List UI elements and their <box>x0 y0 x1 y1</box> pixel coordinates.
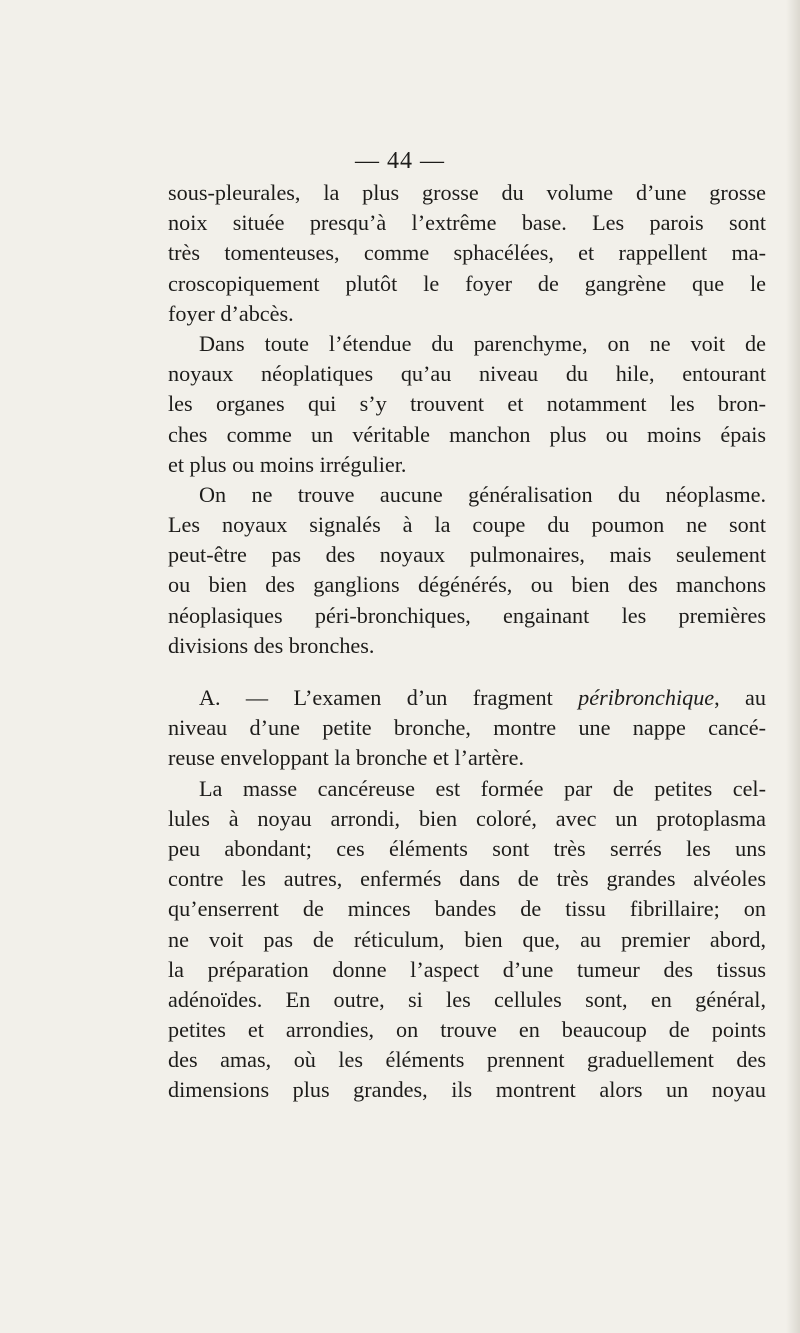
text-line: noyaux néoplatiques qu’au niveau du hile, entourant <box>168 361 766 387</box>
text-line: contre les autres, enfermés dans de très grandes alvéoles <box>168 866 766 892</box>
text-line: lules à noyau arrondi, bien coloré, avec un protoplasma <box>168 805 766 831</box>
text-line: et plus ou moins irrégulier. <box>168 451 407 477</box>
text-line: les organes qui s’y trouvent et notamment les bron- <box>168 391 766 417</box>
text-line: sous-pleurales, la plus grosse du volume d’une grosse <box>168 180 766 205</box>
text-line: foyer d’abcès. <box>168 300 294 326</box>
text-line: très tomenteuses, comme sphacélées, et rappellent ma- <box>168 240 766 266</box>
text-line: ne voit pas de réticulum, bien que, au premier abord, <box>168 926 766 952</box>
text-line: la préparation donne l’aspect d’une tumeur des tissus <box>168 956 766 982</box>
text-line: néoplasiques péri-bronchiques, engainant les premières <box>168 602 766 628</box>
page-edge-shadow <box>786 0 800 1333</box>
text-line: peut-être pas des noyaux pulmonaires, mais seulement <box>168 542 766 568</box>
italic-term: péribronchique <box>578 685 715 710</box>
text-line: peu abondant; ces éléments sont très serrés les uns <box>168 835 766 861</box>
text-line <box>168 683 766 713</box>
text-line: petites et arrondies, on trouve en beaucoup de points <box>168 1017 766 1043</box>
text-line: ou bien des ganglions dégénérés, ou bien des manchons <box>168 572 766 598</box>
text-segment: A. — L’examen d’un fragment <box>199 685 579 710</box>
text-line: La masse cancéreuse est formée par de petites cel- <box>199 775 766 801</box>
text-line: reuse enveloppant la bronche et l’artère. <box>168 745 525 771</box>
text-line: qu’enserrent de minces bandes de tissu fibrillaire; on <box>168 896 766 922</box>
text-line: ches comme un véritable manchon plus ou moins épais <box>168 421 766 447</box>
text-line: Les noyaux signalés à la coupe du poumon ne sont <box>168 512 766 538</box>
section-gap <box>168 661 766 683</box>
text-line: Dans toute l’étendue du parenchyme, on ne voit de <box>199 330 766 356</box>
text-line: adénoïdes. En outre, si les cellules sont, en général, <box>168 986 766 1012</box>
text-line: des amas, où les éléments prennent graduellement des <box>168 1047 766 1073</box>
text-line: divisions des bronches. <box>168 632 375 658</box>
text-line: noix située presqu’à l’extrême base. Les parois sont <box>168 210 766 236</box>
text-line: croscopiquement plutôt le foyer de gangrène que le <box>168 270 766 296</box>
text-line: niveau d’une petite bronche, montre une nappe cancé- <box>168 715 766 741</box>
text-line: On ne trouve aucune généralisation du néoplasme. <box>199 481 766 507</box>
page-number: — 44 — <box>355 148 445 174</box>
text-segment: , au <box>714 685 766 710</box>
body-text <box>168 178 766 1106</box>
text-line: dimensions plus grandes, ils montrent alors un noyau <box>168 1077 766 1103</box>
